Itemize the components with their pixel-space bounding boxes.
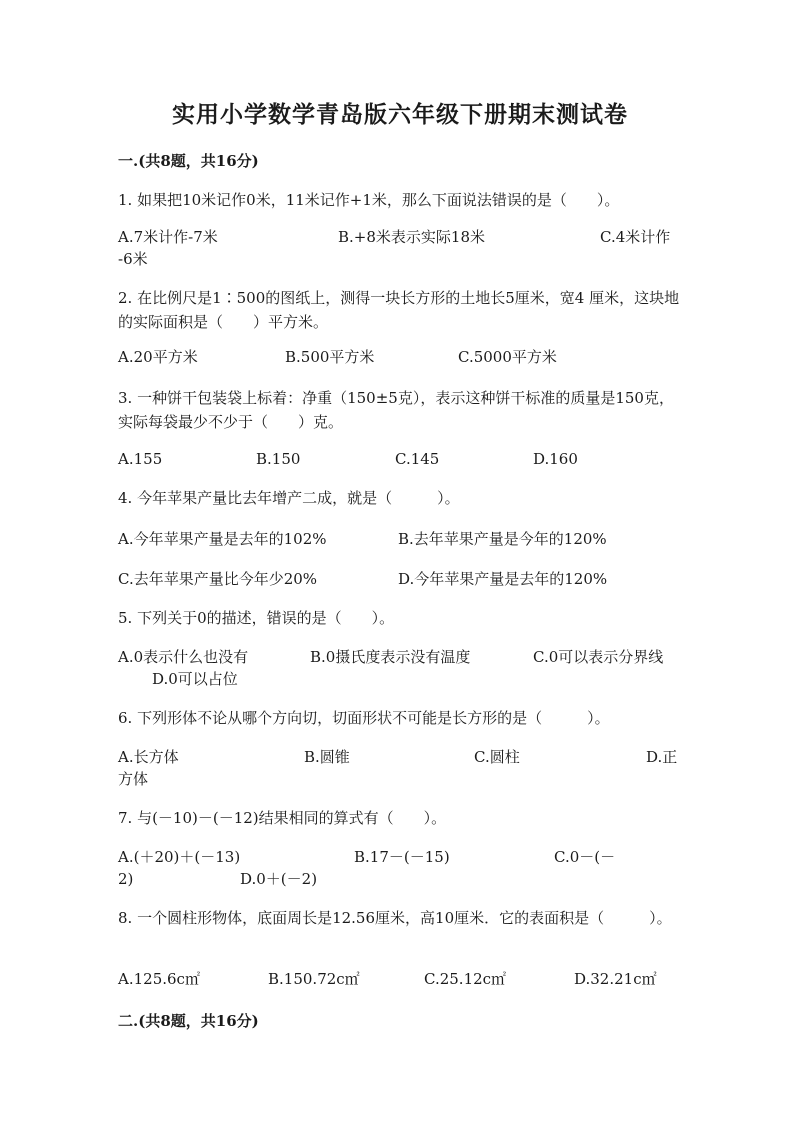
option-c: C.145: [395, 450, 440, 468]
option-d-continued: 方体: [118, 770, 149, 788]
option-a: A.0表示什么也没有: [118, 648, 249, 666]
section-heading-1: 一.(共8题，共16分): [118, 152, 259, 170]
option-d: D.0＋(－2): [240, 870, 318, 888]
question-8: 8. 一个圆柱形物体，底面周长是12.56厘米，高10厘米．它的表面积是（ ）。: [118, 909, 672, 927]
option-c: C.去年苹果产量比今年少20%: [118, 570, 318, 588]
option-b: B.500平方米: [285, 348, 375, 366]
option-c: C.0可以表示分界线: [533, 648, 664, 666]
question-6-options: [118, 746, 683, 794]
question-4: 4. 今年苹果产量比去年增产二成，就是（ ）。: [118, 489, 460, 507]
option-a: A.20平方米: [118, 348, 198, 366]
option-c-continued: -6米: [118, 250, 148, 268]
option-a: A.155: [118, 450, 163, 468]
question-1-options: [118, 226, 683, 274]
option-a: A.7米计作-7米: [118, 228, 218, 246]
option-a: A.(＋20)＋(－13): [118, 848, 241, 866]
option-b: B.0摄氏度表示没有温度: [310, 648, 471, 666]
option-a: A.长方体: [118, 748, 179, 766]
option-c: C.圆柱: [474, 748, 520, 766]
option-b: B.+8米表示实际18米: [338, 228, 485, 246]
option-b: B.150.72c㎡: [268, 970, 360, 988]
question-7-options: [118, 846, 683, 894]
option-b: B.150: [256, 450, 301, 468]
section-heading-2: 二.(共8题，共16分): [118, 1012, 259, 1030]
option-d: D.今年苹果产量是去年的120%: [398, 570, 608, 588]
question-1: 1. 如果把10米记作0米，11米记作+1米，那么下面说法错误的是（ ）。: [118, 191, 620, 209]
question-2: 2. 在比例尺是1∶500的图纸上，测得一块长方形的土地长5厘米，宽4 厘米，这块地的实际面积是（ ）平方米。: [118, 289, 680, 331]
option-c: C.5000平方米: [458, 348, 557, 366]
question-7: 7. 与(－10)－(－12)结果相同的算式有（ ）。: [118, 809, 447, 827]
question-3: 3. 一种饼干包装袋上标着：净重（150±5克），表示这种饼干标准的质量是150克，实际每袋最少不少于（ ）克。: [118, 389, 674, 431]
option-d: D.160: [533, 450, 578, 468]
option-d: D.0可以占位: [152, 670, 238, 688]
option-b: B.圆锥: [304, 748, 350, 766]
option-b: B.17－(－15): [354, 848, 450, 866]
question-8-options: [118, 968, 683, 1016]
option-c: C.25.12c㎡: [424, 970, 507, 988]
option-a: A.125.6c㎡: [118, 970, 200, 988]
option-d: D.32.21c㎡: [574, 970, 657, 988]
option-d: D.正: [646, 748, 678, 766]
page-title: 实用小学数学青岛版六年级下册期末测试卷: [172, 101, 628, 128]
option-c: C.4米计作: [600, 228, 671, 246]
question-5-options: [118, 646, 683, 694]
option-c: C.0－(－: [554, 848, 616, 866]
question-5: 5. 下列关于0的描述，错误的是（ ）。: [118, 609, 395, 627]
option-b: B.去年苹果产量是今年的120%: [398, 530, 607, 548]
option-c-continued: 2): [118, 870, 134, 888]
question-6: 6. 下列形体不论从哪个方向切，切面形状不可能是长方形的是（ ）。: [118, 709, 610, 727]
option-a: A.今年苹果产量是去年的102%: [118, 530, 327, 548]
